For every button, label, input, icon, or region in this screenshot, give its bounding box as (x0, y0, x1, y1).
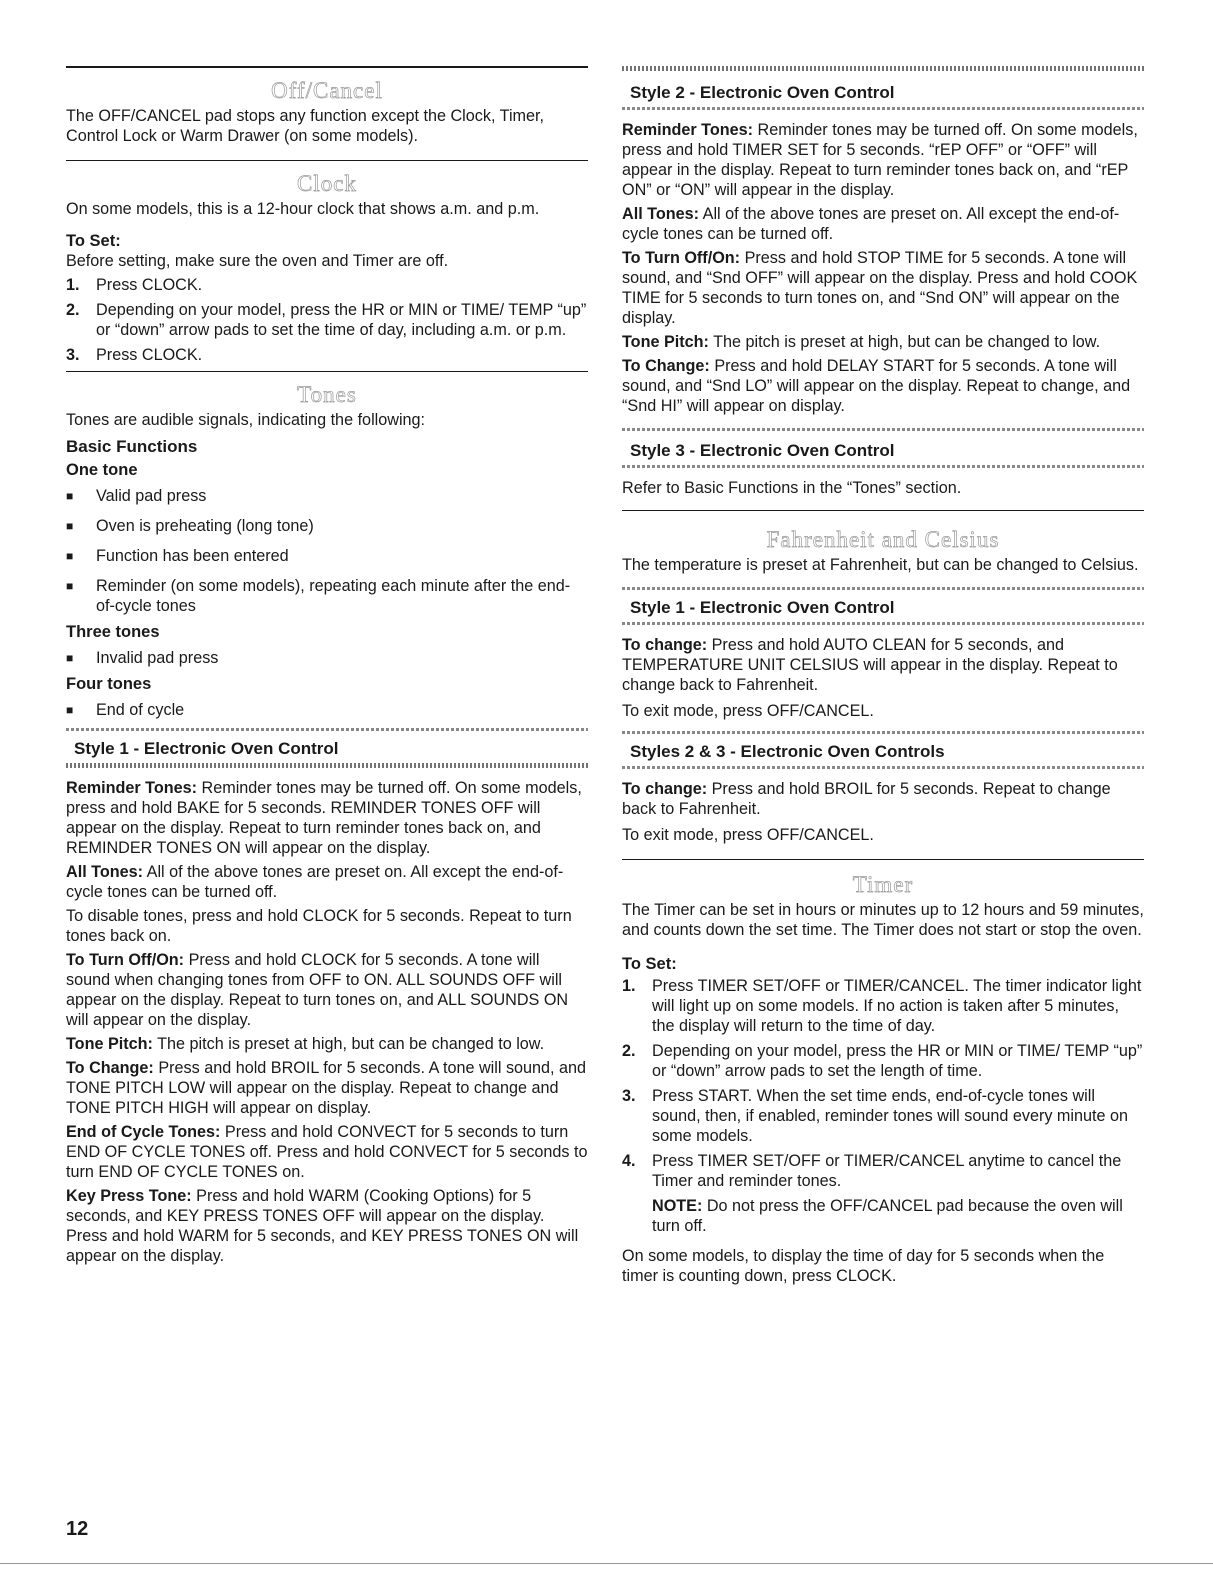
four-tones-list (66, 700, 588, 720)
style1-key-press: Key Press Tone: Press and hold WARM (Cooking Options) for 5 seconds, and KEY PRESS TONES OFF will appear on the display. Press and hold WARM for 5 seconds, and KEY PRESS TONES ON will appear on the display. (66, 1187, 579, 1265)
page-bottom-rule (0, 1563, 1213, 1564)
clock-steps (66, 275, 588, 365)
list-item: 1. Press CLOCK. (66, 276, 203, 294)
style2-turn-off-on: To Turn Off/On: Press and hold STOP TIME for 5 seconds. A tone will sound, and “Snd OFF” will appear on the display. Press and hold COOK TIME for 5 seconds to turn tones on, and “Snd ON” will appear on the display. (622, 249, 1138, 327)
timer-outro: On some models, to display the time of day for 5 seconds when the timer is counting down, press CLOCK. (622, 1247, 1105, 1285)
one-tone-heading: One tone (66, 461, 138, 479)
right-column (622, 66, 1144, 1286)
fahrenheit-style1-heading: Style 1 - Electronic Oven Control (630, 598, 895, 617)
fahrenheit-style23-heading: Styles 2 & 3 - Electronic Oven Controls (630, 742, 945, 761)
dotted-divider (622, 766, 1144, 769)
one-tone-list (66, 486, 588, 616)
dotted-divider (66, 763, 588, 768)
left-column (66, 66, 588, 1266)
style1-reminder: Reminder Tones: Reminder tones may be turned off. On some models, press and hold BAKE for 5 seconds. REMINDER TONES OFF will appear on the display. Repeat to turn reminder tones back on, and REMINDER TONES ON will appear on the display. (66, 779, 582, 857)
dotted-divider (622, 587, 1144, 590)
style3-heading: Style 3 - Electronic Oven Control (630, 441, 895, 460)
section-rule (66, 371, 588, 372)
clock-intro: On some models, this is a 12-hour clock that shows a.m. and p.m. (66, 200, 540, 218)
clock-title: Clock (297, 171, 357, 196)
fahrenheit-title: Fahrenheit and Celsius (766, 527, 1000, 552)
three-tones-heading: Three tones (66, 623, 160, 641)
timer-steps (622, 976, 1144, 1191)
style2-tone-pitch: Tone Pitch: The pitch is preset at high, but can be changed to low. (622, 333, 1101, 351)
style1-to-change: To Change: Press and hold BROIL for 5 seconds. A tone will sound, and TONE PITCH LOW will appear on the display. Repeat to change and TONE PITCH HIGH will appear on display. (66, 1059, 587, 1117)
list-item: 4. Press TIMER SET/OFF or TIMER/CANCEL anytime to cancel the Timer and reminder tones. (622, 1152, 1122, 1190)
dotted-divider (622, 731, 1144, 734)
list-item: 3. Press START. When the set time ends, end-of-cycle tones will sound, then, if enabled, reminder tones will sound every minute on some models. (622, 1087, 1129, 1145)
style1-all-tones: All Tones: All of the above tones are preset on. All except the end-of-cycle tones can be turned off. (66, 863, 564, 901)
list-item: ■ Oven is preheating (long tone) (66, 517, 314, 535)
list-item: 2. Depending on your model, press the HR or MIN or TIME/ TEMP “up” or “down” arrow pads to set the time of day, including a.m. or p.m. (66, 301, 587, 339)
dotted-divider (622, 465, 1144, 468)
page-number: 12 (66, 1518, 89, 1540)
section-rule (622, 510, 1144, 511)
fahrenheit-style23-change: To change: Press and hold BROIL for 5 seconds. Repeat to change back to Fahrenheit. (622, 780, 1111, 818)
dotted-divider (622, 622, 1144, 625)
timer-title: Timer (852, 872, 914, 897)
style2-to-change: To Change: Press and hold DELAY START for 5 seconds. A tone will sound, and “Snd LO” will appear on the display. Repeat to change, and “Snd HI” will appear on display. (622, 357, 1131, 415)
style1-turn-off-on: To Turn Off/On: Press and hold CLOCK for 5 seconds. A tone will sound when changing tones from OFF to ON. ALL SOUNDS OFF will appear on the display. Repeat to turn tones on, and ALL SOUNDS ON will appear on the display. (66, 951, 569, 1029)
list-item: 3. Press CLOCK. (66, 346, 203, 364)
list-item: 1. Press TIMER SET/OFF or TIMER/CANCEL. The timer indicator light will light up on some models. If no action is taken after 5 minutes, the display will return to the time of day. (622, 977, 1142, 1035)
tones-title: Tones (297, 382, 357, 407)
four-tones-heading: Four tones (66, 675, 152, 693)
style3-text: Refer to Basic Functions in the “Tones” section. (622, 479, 962, 497)
list-item: ■ Invalid pad press (66, 649, 219, 667)
fahrenheit-style1-change: To change: Press and hold AUTO CLEAN for 5 seconds, and TEMPERATURE UNIT CELSIUS will appear in the display. Repeat to change back to Fahrenheit. (622, 636, 1118, 694)
timer-note: NOTE: Do not press the OFF/CANCEL pad because the oven will turn off. (652, 1197, 1123, 1235)
dotted-divider (622, 428, 1144, 431)
fahrenheit-style23-exit: To exit mode, press OFF/CANCEL. (622, 826, 874, 844)
list-item: ■ Function has been entered (66, 547, 289, 565)
style2-all-tones: All Tones: All of the above tones are preset on. All except the end-of-cycle tones can be turned off. (622, 205, 1120, 243)
three-tones-list (66, 648, 588, 668)
dotted-divider (622, 107, 1144, 110)
fahrenheit-intro: The temperature is preset at Fahrenheit, but can be changed to Celsius. (622, 556, 1139, 574)
section-rule (66, 160, 588, 161)
timer-intro: The Timer can be set in hours or minutes up to 12 hours and 59 minutes, and counts down the set time. The Timer does not start or stop the oven. (622, 901, 1144, 939)
style1-end-of-cycle: End of Cycle Tones: Press and hold CONVECT for 5 seconds to turn END OF CYCLE TONES off. Press and hold CONVECT for 5 seconds to turn END OF CYCLE TONES on. (66, 1123, 588, 1181)
dotted-divider (622, 66, 1144, 71)
offcancel-text: The OFF/CANCEL pad stops any function except the Clock, Timer, Control Lock or Warm Drawer (on some models). (66, 107, 545, 145)
fahrenheit-style1-exit: To exit mode, press OFF/CANCEL. (622, 702, 874, 720)
style2-heading: Style 2 - Electronic Oven Control (630, 83, 895, 102)
clock-before: Before setting, make sure the oven and Timer are off. (66, 252, 449, 270)
dotted-divider (66, 728, 588, 731)
tones-intro: Tones are audible signals, indicating the following: (66, 411, 426, 429)
basic-functions-heading: Basic Functions (66, 437, 198, 456)
list-item: 2. Depending on your model, press the HR or MIN or TIME/ TEMP “up” or “down” arrow pads to set the length of time. (622, 1042, 1143, 1080)
offcancel-title: Off/Cancel (271, 78, 383, 103)
style1-heading: Style 1 - Electronic Oven Control (74, 739, 339, 758)
list-item: ■ Valid pad press (66, 487, 207, 505)
style2-reminder: Reminder Tones: Reminder tones may be turned off. On some models, press and hold TIMER SET for 5 seconds. “rEP OFF” or “OFF” will appear in the display. Repeat to turn reminder tones back on, and “rEP ON” or “ON” will appear in the display. (622, 121, 1138, 199)
list-item: ■ Reminder (on some models), repeating each minute after the end-of-cycle tones (66, 577, 571, 615)
section-rule (66, 66, 588, 68)
timer-to-set: To Set: (622, 955, 677, 973)
list-item: ■ End of cycle (66, 701, 185, 719)
style1-disable: To disable tones, press and hold CLOCK for 5 seconds. Repeat to turn tones back on. (66, 907, 572, 945)
clock-to-set: To Set: (66, 232, 121, 250)
style1-tone-pitch: Tone Pitch: The pitch is preset at high, but can be changed to low. (66, 1035, 545, 1053)
section-rule (622, 859, 1144, 860)
